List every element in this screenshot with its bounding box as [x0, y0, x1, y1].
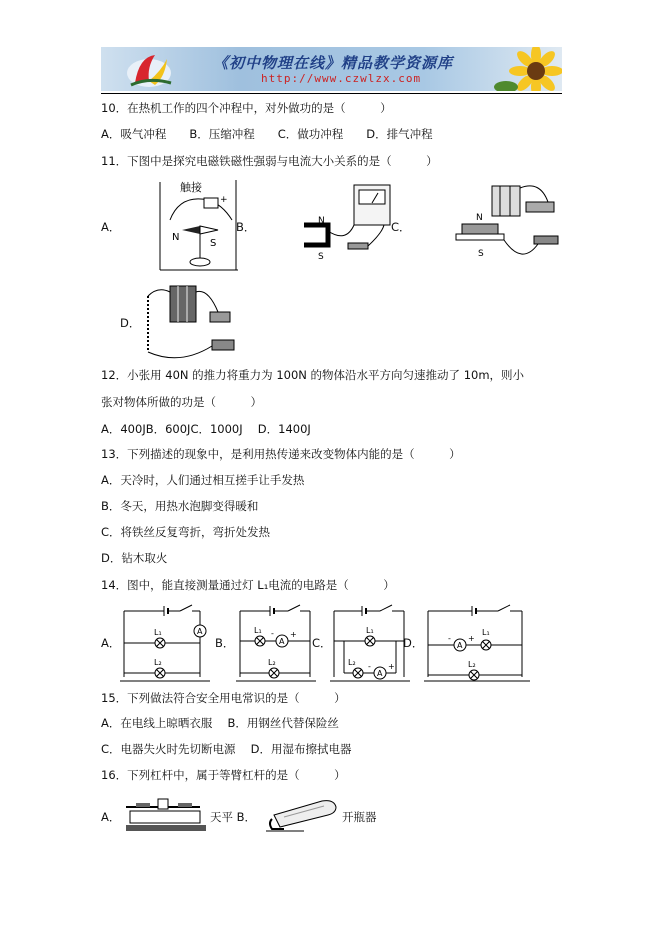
question-12-stem-line-1: 12．小张用 40N 的推力将重力为 100N 的物体沿水平方向匀速推动了 10m，则小: [101, 368, 525, 382]
q14d-minus-text: -: [448, 634, 451, 643]
question-12-stem-line-2: 张对物体所做的功是（ ）: [101, 395, 262, 409]
question-14-stem: 14．图中，能直接测量通过灯 L₁电流的电路是（ ）: [101, 578, 395, 592]
q14a-l2-text: L₂: [154, 658, 162, 667]
question-11-option-c-label: C．: [391, 220, 411, 234]
q11c-s-text: S: [478, 249, 484, 259]
question-16-option-a-label: A．: [101, 810, 121, 824]
q11a-s-text: S: [210, 238, 217, 249]
q11-figure-a: [160, 180, 240, 272]
q14-circuit-a: [120, 603, 210, 683]
q11-figure-d: [140, 282, 240, 362]
question-13-option-c: C．将铁丝反复弯折，弯折处发热: [101, 525, 271, 539]
switch-icon: [288, 605, 300, 611]
horseshoe-magnet-icon: [304, 225, 328, 245]
q11b-n-text: N: [318, 216, 325, 226]
q14d-l1-text: L₁: [482, 628, 490, 637]
q14d-l2-text: L₂: [468, 660, 476, 669]
q14d-ammeter-text: A: [457, 641, 463, 650]
q11-figure-c: [452, 180, 562, 270]
rheostat-icon: [526, 202, 554, 212]
question-10-options: A．吸气冲程 B．压缩冲程 C．做功冲程 D．排气冲程: [101, 127, 433, 141]
question-16-option-a-caption: 天平 B．: [210, 810, 257, 824]
switch-icon: [534, 236, 558, 244]
q11a-plus-text: +: [220, 195, 228, 205]
question-14-option-b-label: B．: [215, 636, 235, 650]
question-15-options-line-1: A．在电线上晾晒衣服 B．用钢丝代替保险丝: [101, 716, 339, 730]
question-13-stem: 13．下列描述的现象中，是利用热传递来改变物体内能的是（ ）: [101, 447, 461, 461]
q14-circuit-c: [330, 603, 410, 683]
question-12-options: A．400JB．600JC．1000J D．1400J: [101, 422, 311, 436]
q14d-plus-text: +: [468, 634, 475, 643]
switch-icon: [210, 312, 230, 322]
question-13-option-d: D．钻木取火: [101, 551, 168, 565]
q11a-n-text: N: [172, 232, 180, 243]
q14c-ammeter-text: A: [377, 669, 383, 678]
compass-needle-icon: [182, 226, 200, 234]
question-14-option-a-label: A．: [101, 636, 121, 650]
sunflower-icon: [496, 47, 562, 91]
q11a-chujie-text: 触接: [180, 181, 202, 194]
q14c-plus-text: +: [388, 662, 395, 671]
question-11-option-a-label: A．: [101, 220, 121, 234]
question-13-option-a: A．天冷时，人们通过相互搓手让手发热: [101, 473, 305, 487]
q14b-plus-text: +: [290, 630, 297, 639]
q14b-l1-text: L₁: [254, 626, 262, 635]
banner-title: 《初中物理在线》精品教学资源库: [213, 54, 454, 72]
battery-pack-icon: [492, 186, 520, 216]
question-11-stem: 11．下图中是探究电磁铁磁性强弱与电流大小关系的是（ ）: [101, 154, 438, 168]
question-11-option-b-label: B．: [236, 220, 256, 234]
header-rule: [101, 93, 562, 94]
question-15-options-line-2: C．电器失火时先切断电源 D．用湿布擦拭电器: [101, 742, 352, 756]
question-13-option-b: B．冬天，用热水泡脚变得暖和: [101, 499, 259, 513]
bottle-opener-figure: [264, 797, 340, 833]
battery-icon: [204, 198, 218, 208]
question-14-option-c-label: C．: [312, 636, 332, 650]
electromagnet-icon: [462, 224, 498, 234]
question-14-option-d-label: D．: [403, 636, 424, 650]
q14-circuit-b: [236, 603, 316, 683]
switch-icon: [180, 605, 192, 611]
banner-url: http://www.czwlzx.com: [261, 72, 422, 85]
q14c-minus-text: -: [368, 662, 371, 671]
switch-icon: [498, 605, 510, 611]
switch-icon: [380, 605, 392, 611]
question-10-stem: 10．在热机工作的四个冲程中，对外做功的是（ ）: [101, 101, 392, 115]
rheostat-icon: [212, 340, 234, 350]
q14b-l2-text: L₂: [268, 658, 276, 667]
q14a-ammeter-text: A: [197, 627, 203, 636]
battery-pack-icon: [170, 286, 196, 322]
header-banner: [101, 47, 562, 91]
switch-icon: [348, 243, 368, 249]
question-16-option-b-caption: 开瓶器: [342, 810, 377, 824]
site-logo: [121, 47, 181, 91]
question-11-option-d-label: D．: [120, 316, 141, 330]
q11-figure-b: [298, 183, 398, 263]
q14-circuit-d: [424, 603, 530, 683]
balance-scale-figure: [122, 797, 208, 833]
q14c-l1-text: L₁: [366, 626, 374, 635]
q14b-ammeter-text: A: [279, 637, 285, 646]
q14c-l2-text: L₂: [348, 658, 356, 667]
q11b-s-text: S: [318, 252, 324, 262]
question-15-stem: 15．下列做法符合安全用电常识的是（ ）: [101, 691, 346, 705]
q11c-n-text: N: [476, 213, 483, 223]
q14a-l1-text: L₁: [154, 628, 162, 637]
question-16-stem: 16．下列杠杆中，属于等臂杠杆的是（ ）: [101, 768, 346, 782]
q14b-minus-text: -: [271, 629, 274, 638]
